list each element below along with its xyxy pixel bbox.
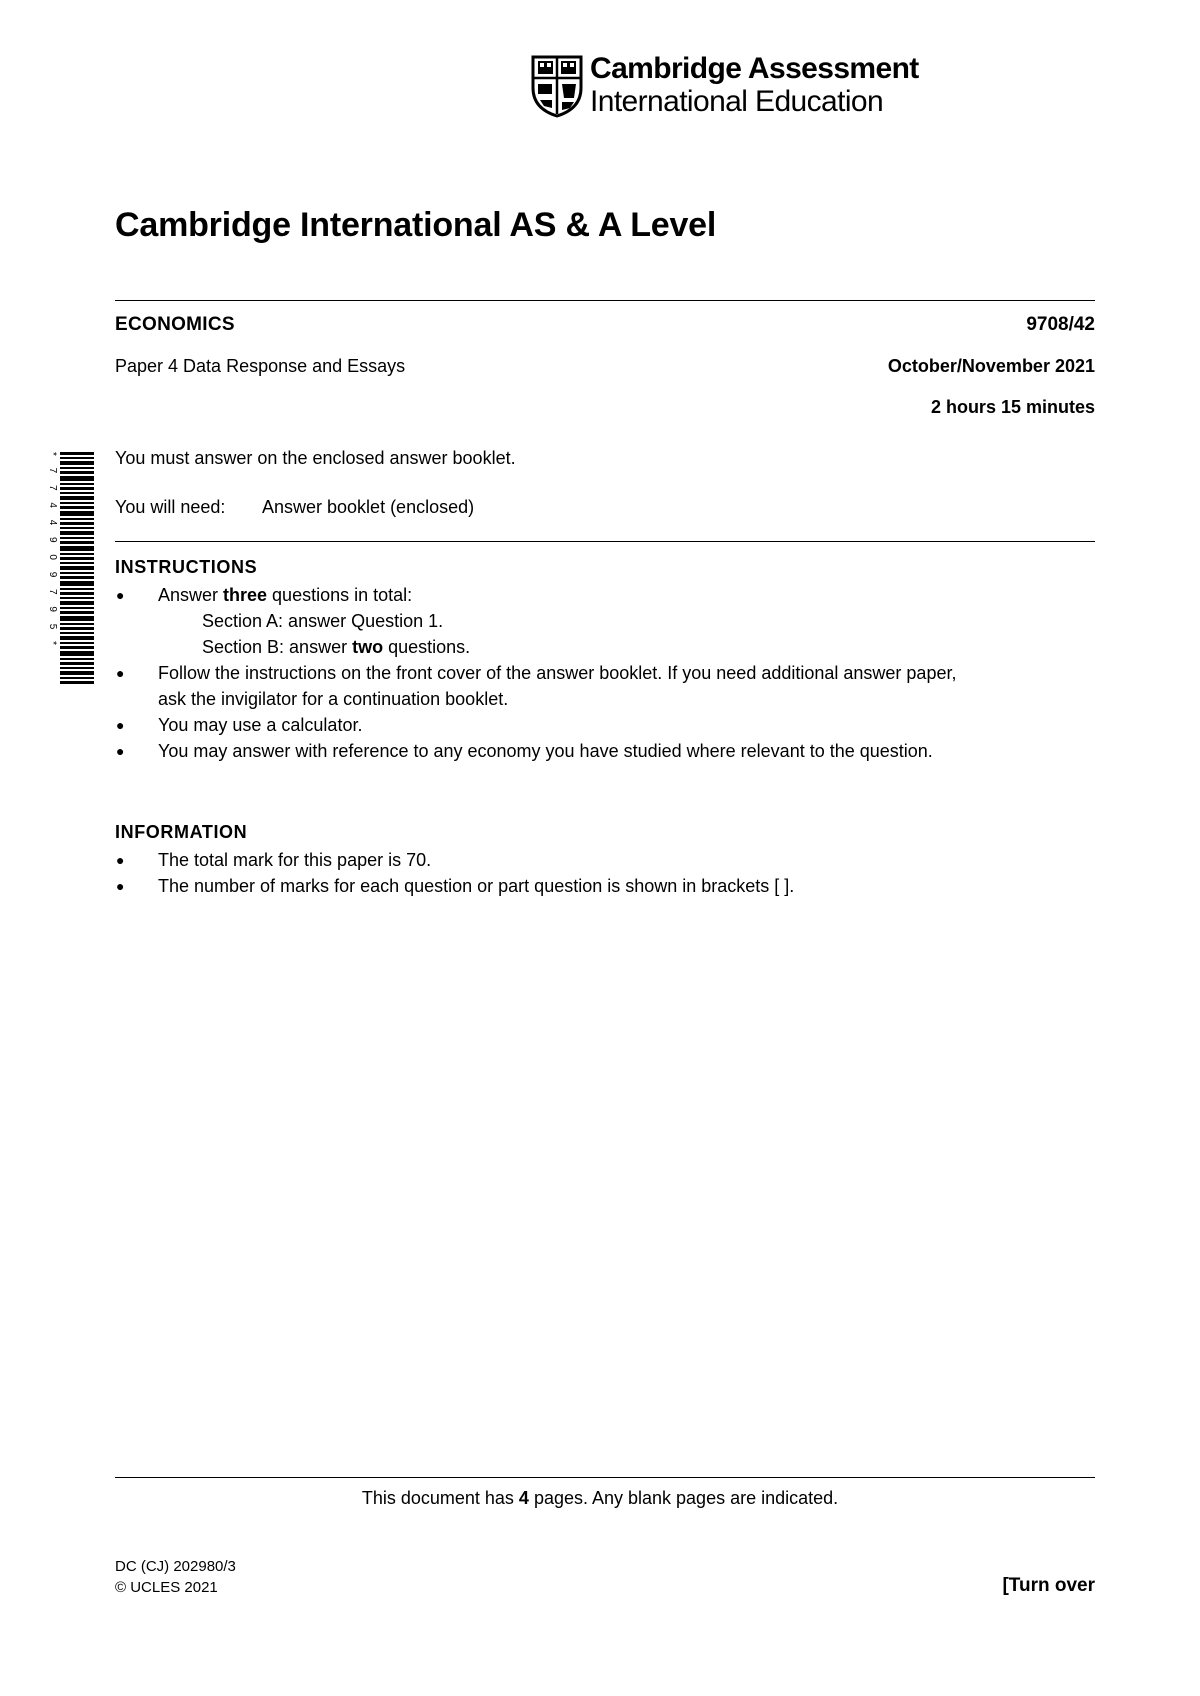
copyright: © UCLES 2021 — [115, 1579, 218, 1596]
cambridge-logo — [530, 50, 919, 120]
exam-session: October/November 2021 — [887, 356, 1095, 376]
information-item: The total mark for this paper is 70. — [158, 850, 432, 870]
divider-mid — [115, 541, 1095, 542]
subject-name: ECONOMICS — [115, 314, 235, 335]
instruction-item: You may answer with reference to any economy you have studied where relevant to the question. — [158, 741, 933, 761]
bullet-icon: ● — [116, 878, 125, 894]
logo-line-1: Cambridge Assessment — [590, 52, 919, 85]
bullet-icon: ● — [116, 717, 125, 733]
instruction-subitem: Section A: answer Question 1. — [202, 611, 444, 631]
divider-bottom — [115, 1477, 1095, 1478]
instruction-item: Follow the instructions on the front cover of the answer booklet. If you need additional answer paper, ask the invigilator for a continuation booklet. — [158, 663, 957, 709]
instructions-heading: INSTRUCTIONS — [115, 557, 258, 577]
need-value: Answer booklet (enclosed) — [262, 497, 475, 517]
bullet-icon: ● — [116, 743, 125, 759]
logo-wordmark — [590, 52, 919, 118]
paper-title: Paper 4 Data Response and Essays — [115, 356, 406, 376]
instruction-item: You may use a calculator. — [158, 715, 363, 735]
bullet-icon: ● — [116, 587, 125, 603]
qualification-title: Cambridge International AS & A Level — [115, 206, 717, 244]
need-label: You will need: — [115, 497, 226, 517]
document-reference: DC (CJ) 202980/3 — [115, 1558, 236, 1575]
divider-top — [115, 300, 1095, 301]
candidate-barcode — [48, 452, 94, 684]
answer-note: You must answer on the enclosed answer booklet. — [115, 448, 516, 468]
logo-line-2: International Education — [590, 85, 884, 118]
page-count-note: This document has 4 pages. Any blank pages are indicated. — [361, 1488, 839, 1508]
shield-crest-icon — [530, 54, 584, 118]
bullet-icon: ● — [116, 852, 125, 868]
instruction-subitem: Section B: answer two questions. — [202, 637, 471, 657]
information-item: The number of marks for each question or part question is shown in brackets [ ]. — [158, 876, 795, 896]
barcode-digits: * 7 7 4 4 9 0 9 7 9 5 * — [47, 452, 58, 650]
bullet-icon: ● — [116, 665, 125, 681]
syllabus-code: 9708/42 — [1026, 314, 1095, 335]
exam-duration: 2 hours 15 minutes — [930, 397, 1095, 417]
instruction-item: Answer three questions in total: — [158, 585, 413, 605]
information-heading: INFORMATION — [115, 822, 248, 842]
turn-over: [Turn over — [1002, 1575, 1095, 1596]
